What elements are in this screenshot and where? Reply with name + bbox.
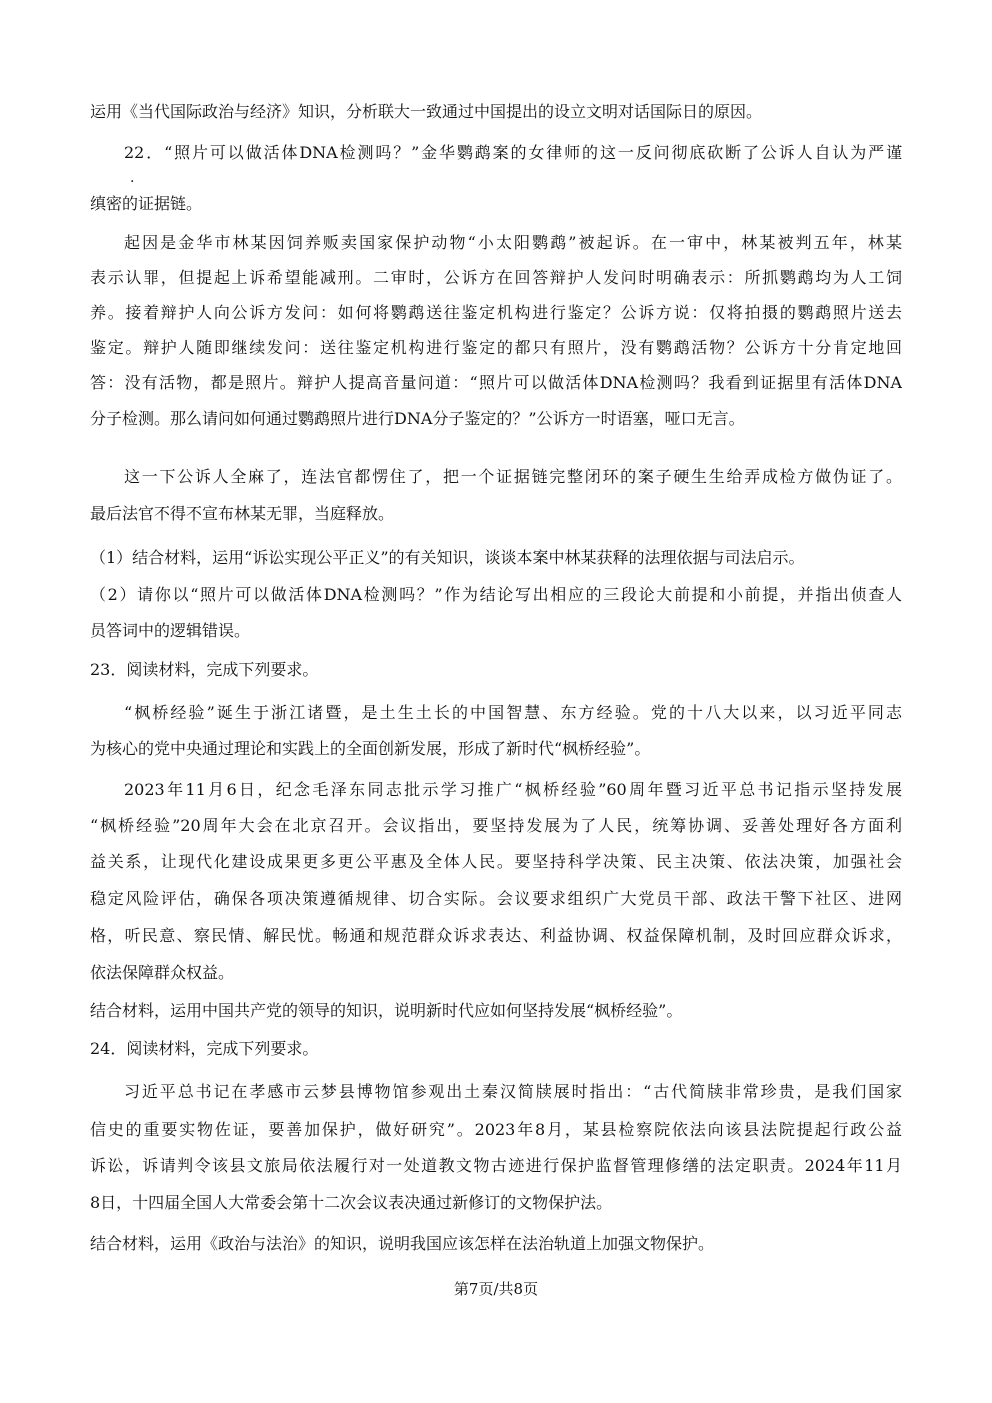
prev-question-tail: 运用《当代国际政治与经济》知识，分析联大一致通过中国提出的设立文明对话国际日的原因。 xyxy=(90,102,763,121)
question-22-part-2-line-1: （2）请你以“照片可以做活体DNA检测吗？”作为结论写出相应的三段论大前提和小前提，并指出侦查人 xyxy=(90,585,902,604)
material-22-line-4: 鉴定。辩护人随即继续发问：送往鉴定机构进行鉴定的都只有照片，没有鹦鹉活物？公诉方十分肯定地回 xyxy=(90,338,902,357)
material-23-para2-line-4: 稳定风险评估，确保各项决策遵循规律、切合实际。会议要求组织广大党员干部、政法干警下社区、进网 xyxy=(90,889,902,908)
material-23-line-1: “枫桥经验”诞生于浙江诸暨，是土生土长的中国智慧、东方经验。党的十八大以来，以习近平同志 xyxy=(124,703,902,722)
material-23-para2-line-6: 依法保障群众权益。 xyxy=(90,963,235,982)
material-23-line-2: 为核心的党中央通过理论和实践上的全面创新发展，形成了新时代“枫桥经验”。 xyxy=(90,739,651,758)
question-24-prompt: 结合材料，运用《政治与法治》的知识，说明我国应该怎样在法治轨道上加强文物保护。 xyxy=(90,1234,715,1253)
material-23-para2-line-2: “枫桥经验”20周年大会在北京召开。会议指出，要坚持发展为了人民，统筹协调、妥善处理好各方面利 xyxy=(90,816,902,835)
page-number-footer: 第7页/共8页 xyxy=(453,1280,539,1298)
material-22-line-3: 养。接着辩护人向公诉方发问：如何将鹦鹉送往鉴定机构进行鉴定？公诉方说：仅将拍摄的鹦鹉照片送去 xyxy=(90,303,902,322)
question-22-part-2-line-2: 员答词中的逻辑错误。 xyxy=(90,621,251,640)
material-24-line-3: 诉讼，诉请判令该县文旅局依法履行对一处道教文物古迹进行保护监督管理修缮的法定职责。2024年11月 xyxy=(90,1156,902,1175)
material-22-line-6: 分子检测。那么请问如何通过鹦鹉照片进行DNA分子鉴定的？”公诉方一时语塞，哑口无言。 xyxy=(90,409,745,428)
material-24-line-2: 信史的重要实物佐证，要善加保护，做好研究”。2023年8月，某县检察院依法向该县法院提起行政公益 xyxy=(90,1120,902,1139)
question-22-stem-line-1: 22．“照片可以做活体DNA检测吗？”金华鹦鹉案的女律师的这一反问彻底砍断了公诉人自认为严谨 xyxy=(124,143,902,162)
question-23-prompt: 结合材料，运用中国共产党的领导的知识，说明新时代应如何坚持发展“枫桥经验”。 xyxy=(90,1001,683,1020)
material-24-line-1: 习近平总书记在孝感市云梦县博物馆参观出土秦汉简牍展时指出：“古代简牍非常珍贵，是我们国家 xyxy=(124,1082,902,1101)
material-22-line-1: 起因是金华市林某因饲养贩卖国家保护动物“小太阳鹦鹉”被起诉。在一审中，林某被判五年，林某 xyxy=(124,233,902,252)
material-22-para2-line-1: 这一下公诉人全麻了，连法官都愣住了，把一个证据链完整闭环的案子硬生生给弄成检方做伪证了。 xyxy=(124,467,902,486)
question-22-emphasis-dot: . xyxy=(130,170,135,186)
material-23-para2-line-5: 格，听民意、察民情、解民忧。畅通和规范群众诉求表达、利益协调、权益保障机制，及时回应群众诉求， xyxy=(90,926,902,945)
material-23-para2-line-3: 益关系，让现代化建设成果更多更公平惠及全体人民。要坚持科学决策、民主决策、依法决策，加强社会 xyxy=(90,852,902,871)
question-23-heading: 23．阅读材料，完成下列要求。 xyxy=(90,660,319,679)
material-23-para2-line-1: 2023年11月6日，纪念毛泽东同志批示学习推广“枫桥经验”60周年暨习近平总书记指示坚持发展 xyxy=(124,780,902,799)
material-22-line-5: 答：没有活物，都是照片。辩护人提高音量问道：“照片可以做活体DNA检测吗？我看到证据里有活体DNA xyxy=(90,373,902,392)
material-24-line-4: 8日，十四届全国人大常委会第十二次会议表决通过新修订的文物保护法。 xyxy=(90,1193,613,1212)
material-22-para2-line-2: 最后法官不得不宣布林某无罪，当庭释放。 xyxy=(90,504,395,523)
question-22-stem-line-2: 缜密的证据链。 xyxy=(90,194,203,213)
question-22-part-1: （1）结合材料，运用“诉讼实现公平正义”的有关知识，谈谈本案中林某获释的法理依据与司法启示。 xyxy=(90,548,805,567)
material-22-line-2: 表示认罪，但提起上诉希望能减刑。二审时，公诉方在回答辩护人发问时明确表示：所抓鹦鹉均为人工饲 xyxy=(90,268,902,287)
question-24-heading: 24．阅读材料，完成下列要求。 xyxy=(90,1039,319,1058)
